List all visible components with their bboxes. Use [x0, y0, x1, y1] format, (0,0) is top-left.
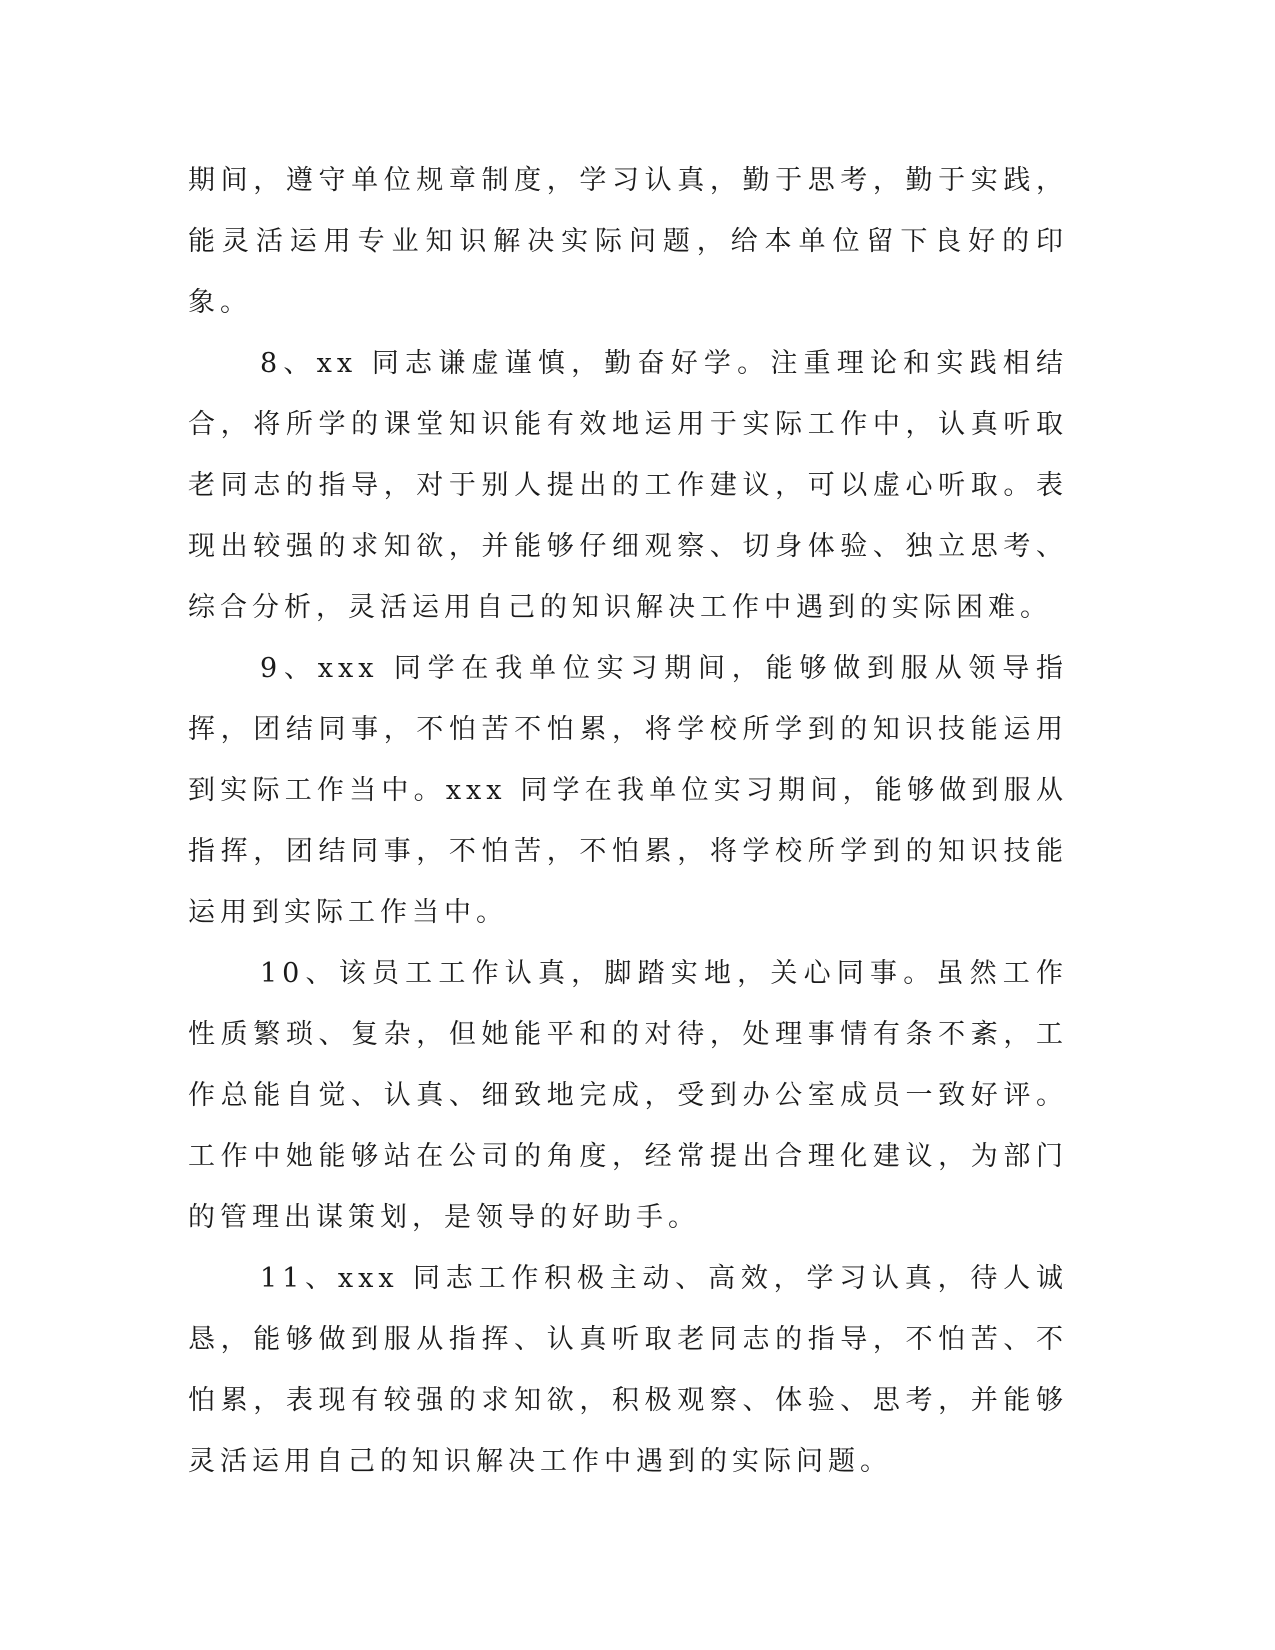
- paragraph-10: 10、该员工工作认真，脚踏实地，关心同事。虽然工作性质繁琐、复杂，但她能平和的对待，处理事情有条不紊，工作总能自觉、认真、细致地完成，受到办公室成员一致好评。工作中她能够站在公司的角度，经常提出合理化建议，为部门的管理出谋策划，是领导的好助手。: [188, 958, 1068, 1233]
- paragraph-8: 8、xx 同志谦虚谨慎，勤奋好学。注重理论和实践相结合，将所学的课堂知识能有效地运用于实际工作中，认真听取老同志的指导，对于别人提出的工作建议，可以虚心听取。表现出较强的求知欲，并能够仔细观察、切身体验、独立思考、综合分析，灵活运用自己的知识解决工作中遇到的实际困难。: [188, 348, 1068, 623]
- document-body: [188, 150, 1068, 1492]
- paragraph-9: 9、xxx 同学在我单位实习期间，能够做到服从领导指挥，团结同事，不怕苦不怕累，将学校所学到的知识技能运用到实际工作当中。xxx 同学在我单位实习期间，能够做到服从指挥，团结同事，不怕苦，不怕累，将学校所学到的知识技能运用到实际工作当中。: [188, 653, 1068, 928]
- paragraph-continuation: 期间，遵守单位规章制度，学习认真，勤于思考，勤于实践，能灵活运用专业知识解决实际问题，给本单位留下良好的印象。: [188, 165, 1068, 318]
- paragraph-11: 11、xxx 同志工作积极主动、高效，学习认真，待人诚恳，能够做到服从指挥、认真听取老同志的指导，不怕苦、不怕累，表现有较强的求知欲，积极观察、体验、思考，并能够灵活运用自己的知识解决工作中遇到的实际问题。: [188, 1263, 1068, 1477]
